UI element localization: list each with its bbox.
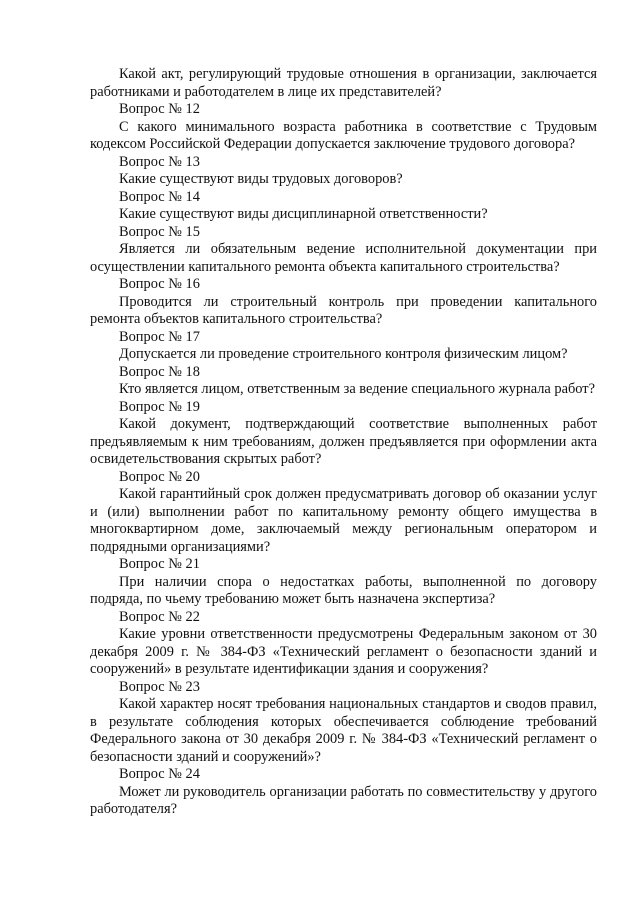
question-label: Вопрос № 17 [119, 328, 200, 345]
question-text: Является ли обязательным ведение исполнительной документации при осуществлении капитального ремонта объекта капитального строительства? [90, 241, 597, 275]
question-text: С какого минимального возраста работника в соответствие с Трудовым кодексом Российской Федерации допускается заключение трудового договора? [90, 118, 597, 152]
question-text: Какой характер носят требования национальных стандартов и сводов правил, в результате соблюдения которых обеспечивается соблюдение требований Федерального закона от 30 декабря 2009 г. № 384-ФЗ «Технический регламент о безопасности зданий и сооружений»? [90, 696, 597, 765]
question-text: Какие существуют виды дисциплинарной ответственности? [119, 206, 488, 222]
question-text: Кто является лицом, ответственным за ведение специального журнала работ? [119, 381, 595, 397]
question-text: Допускается ли проведение строительного контроля физическим лицом? [119, 346, 568, 362]
question-text: Какой гарантийный срок должен предусматривать договор об оказании услуг и (или) выполнении работ по капитальному ремонту общего имущества в многоквартирном доме, заключаемый между региональным оператором и подрядными организациями? [90, 486, 597, 555]
question-label: Вопрос № 23 [119, 678, 200, 695]
question-text: Какой документ, подтверждающий соответствие выполненных работ предъявляемым к ним требованиям, должен предъявляется при оформлении акта освидетельствования скрытых работ? [90, 416, 597, 467]
question-label: Вопрос № 14 [119, 188, 200, 205]
question-label: Вопрос № 19 [119, 398, 200, 415]
question-text: Какой акт, регулирующий трудовые отношения в организации, заключается работниками и работодателем в лице их представителей? [90, 66, 597, 100]
question-text: Какие уровни ответственности предусмотрены Федеральным законом от 30 декабря 2009 г. № 384-ФЗ «Технический регламент о безопасности зданий и сооружений» в результате идентификации здания и сооружения? [90, 626, 597, 677]
question-label: Вопрос № 15 [119, 223, 200, 240]
question-label: Вопрос № 13 [119, 153, 200, 170]
document-page [90, 66, 597, 819]
question-label: Вопрос № 18 [119, 363, 200, 380]
question-text: Проводится ли строительный контроль при проведении капитального ремонта объектов капитального строительства? [90, 293, 597, 327]
question-label: Вопрос № 20 [119, 468, 200, 485]
question-label: Вопрос № 21 [119, 556, 200, 572]
question-text: Может ли руководитель организации работать по совместительству у другого работодателя? [90, 783, 597, 817]
question-text: При наличии спора о недостатках работы, выполненной по договору подряда, по чьему требованию может быть назначена экспертиза? [90, 573, 597, 607]
question-label: Вопрос № 24 [119, 766, 200, 782]
question-label: Вопрос № 12 [119, 101, 200, 117]
question-label: Вопрос № 22 [119, 608, 200, 625]
question-text: Какие существуют виды трудовых договоров? [119, 171, 403, 187]
question-label: Вопрос № 16 [119, 276, 200, 292]
